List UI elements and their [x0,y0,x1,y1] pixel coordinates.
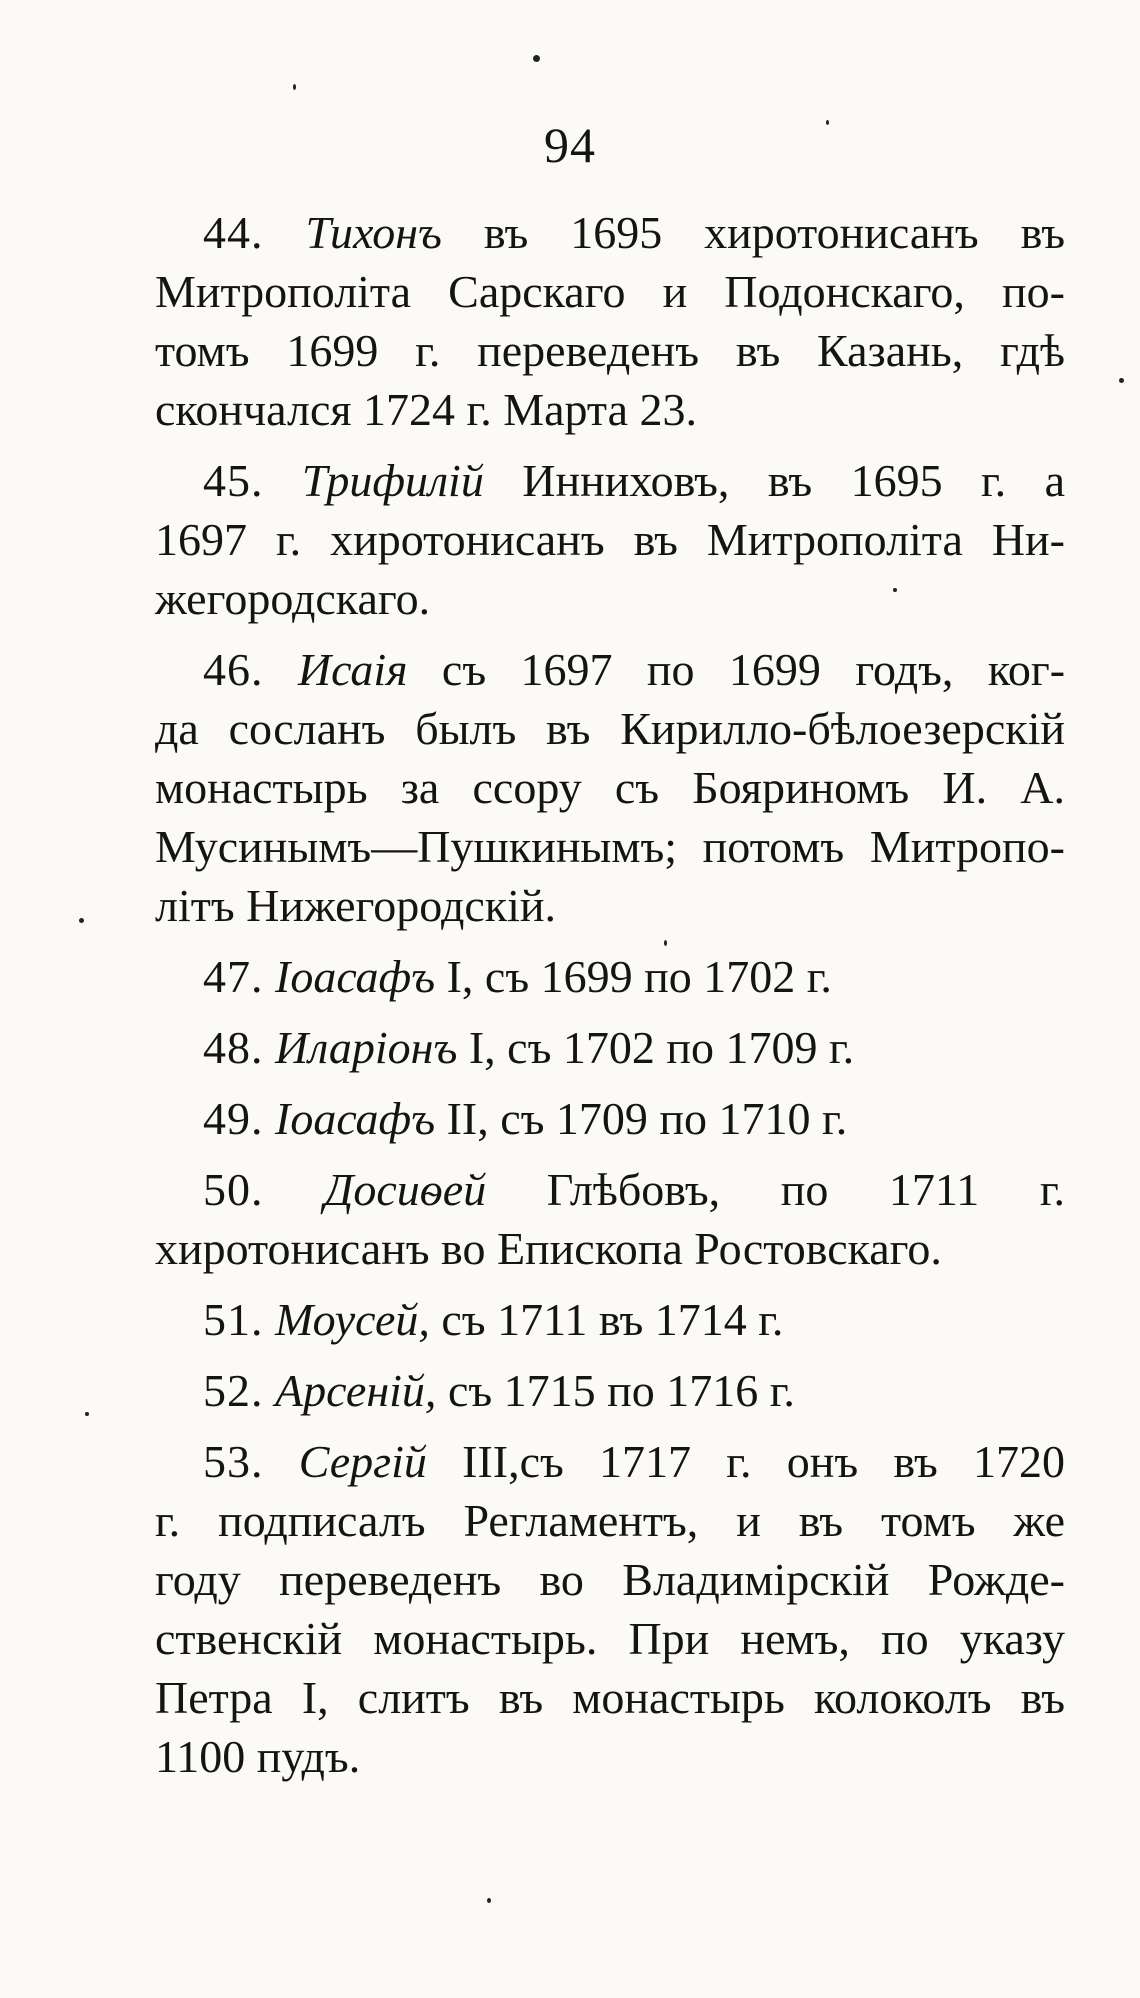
ink-speck [293,84,296,90]
entry-gap [155,628,1065,640]
entry-first-line [155,1432,1065,1491]
entry-number: 49. [203,1093,264,1144]
line-text: I, съ 1699 по 1702 г. [446,951,832,1002]
line-text: томъ 1699 г. переведенъ въ Казань, гдѣ [155,325,1065,376]
entry-first-line [155,1361,1065,1420]
entry-number: 48. [203,1022,264,1073]
entry-number: 53. [203,1436,264,1487]
entry [155,947,1065,1006]
line-text: въ 1695 хиротонисанъ въ [483,207,1066,258]
entry [155,1290,1065,1349]
line-text: скончался 1724 г. Марта 23. [155,384,698,435]
entry-line [155,1491,1065,1550]
line-text: жегородскаго. [155,573,431,624]
entry-line [155,758,1065,817]
entry-line [155,1609,1065,1668]
entry-number: 44. [203,207,264,258]
line-text: году переведенъ во Владимірскій Рожде- [155,1554,1065,1605]
hierarch-name: Арсеній, [275,1365,437,1416]
entry-gap [155,1148,1065,1160]
entry-line [155,1668,1065,1727]
entry-number: 51. [203,1294,264,1345]
entry-gap [155,1077,1065,1089]
entry-first-line [155,451,1065,510]
entry [155,1089,1065,1148]
entry-number: 45. [203,455,264,506]
entry-gap [155,1006,1065,1018]
entry-line [155,262,1065,321]
entry [155,1361,1065,1420]
line-text: съ 1715 по 1716 г. [447,1365,795,1416]
ink-speck [664,940,667,946]
line-text: Инниховъ, въ 1695 г. а [522,455,1066,506]
line-text: Митрополіта Сарскаго и Подонскаго, по- [155,266,1065,317]
line-text: I, съ 1702 по 1709 г. [468,1022,855,1073]
entry-line [155,321,1065,380]
entry-line [155,510,1065,569]
line-text: 1697 г. хиротонисанъ въ Митрополіта Ни- [155,514,1065,565]
line-text: ственскій монастырь. При немъ, по указу [155,1613,1065,1664]
line-text: да сосланъ былъ въ Кирилло-бѣлоезерскій [155,703,1065,754]
line-text: хиротонисанъ во Епископа Ростовскаго. [155,1223,942,1274]
entry-line [155,817,1065,876]
hierarch-name: Іоасафъ [275,951,436,1002]
hierarch-name: Іоасафъ [275,1093,436,1144]
text-block [155,203,1065,1786]
hierarch-name: Тихонъ [305,207,442,258]
ink-speck [79,918,84,923]
entry-first-line [155,203,1065,262]
hierarch-name: Исаія [297,644,408,695]
entry [155,203,1065,439]
entry-first-line [155,947,1065,1006]
hierarch-name: Сергій [298,1436,427,1487]
line-text: Петра I, слитъ въ монастырь колоколъ въ [155,1672,1065,1723]
entry [155,1432,1065,1786]
entry-gap [155,439,1065,451]
hierarch-name: Трифилій [301,455,484,506]
entry [155,1160,1065,1278]
entry-line [155,1727,1065,1786]
entry-line [155,1219,1065,1278]
entry-line [155,380,1065,439]
line-text: г. подписалъ Регламентъ, и въ томъ же [155,1495,1065,1546]
line-text: съ 1711 въ 1714 г. [441,1294,784,1345]
ink-speck [487,1898,491,1903]
page-number: 94 [544,117,596,173]
entry [155,451,1065,628]
entry-gap [155,935,1065,947]
hierarch-name: Досиѳей [324,1164,487,1215]
hierarch-name: Моусей, [275,1294,430,1345]
line-text: монастырь за ссору съ Бояриномъ И. А. [155,762,1065,813]
entry-gap [155,1349,1065,1361]
entry-number: 47. [203,951,264,1002]
ink-speck [1119,378,1124,383]
entry-first-line [155,1089,1065,1148]
entry-number: 50. [203,1164,264,1215]
entry-number: 46. [203,644,264,695]
line-text: Глѣбовъ, по 1711 г. [546,1164,1065,1215]
hierarch-name: Иларіонъ [275,1022,458,1073]
entry-gap [155,1420,1065,1432]
entry-first-line [155,640,1065,699]
ink-speck [85,1412,89,1416]
entry-line [155,1550,1065,1609]
entry-first-line [155,1290,1065,1349]
ink-speck [826,120,829,125]
entry [155,1018,1065,1077]
ink-speck [533,55,540,62]
line-text: III,съ 1717 г. онъ въ 1720 [462,1436,1065,1487]
line-text: съ 1697 по 1699 годъ, ког- [441,644,1066,695]
entry-gap [155,1278,1065,1290]
line-text: літъ Нижегородскій. [155,880,557,931]
entry-line [155,569,1065,628]
entry-first-line [155,1160,1065,1219]
line-text: 1100 пудъ. [155,1731,361,1782]
entry [155,640,1065,935]
entry-line [155,876,1065,935]
line-text: Мусинымъ—Пушкинымъ; потомъ Митропо- [155,821,1065,872]
entry-line [155,699,1065,758]
entry-first-line [155,1018,1065,1077]
line-text: II, съ 1709 по 1710 г. [446,1093,848,1144]
ink-speck [893,588,897,592]
entry-number: 52. [203,1365,264,1416]
